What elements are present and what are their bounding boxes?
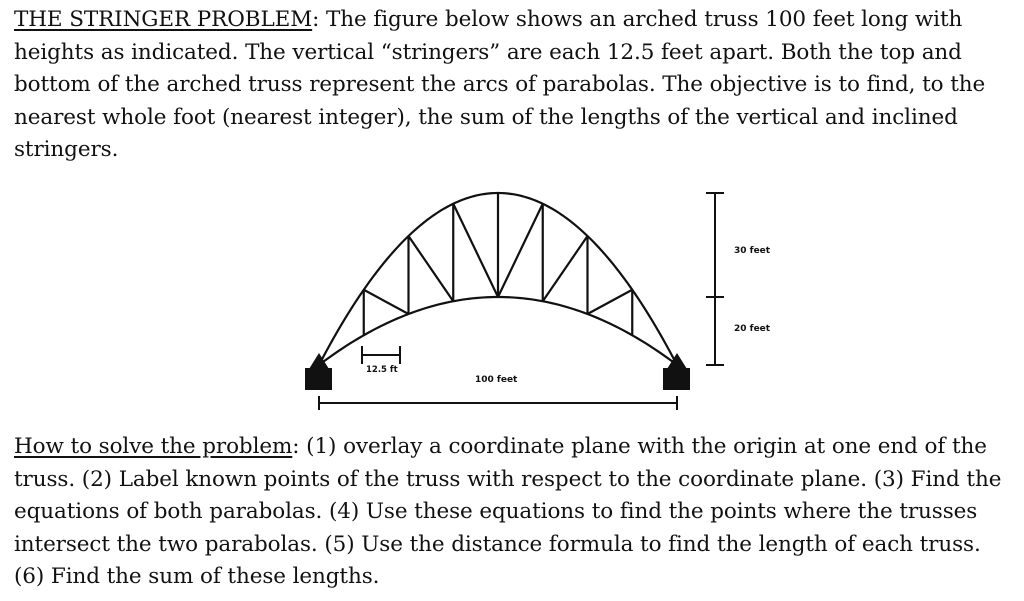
solution-text: (1) overlay a coordinate plane with the origin at one end of the truss. (2) Label known points of the truss with respect to the coordinate plane. (3) Find the equations of both parabolas. (4) Use these equations to find the points where the trusses intersect the two parabolas. (5) Use the distance formula to find the length of each truss. (6) Find the sum of these lengths.	[14, 434, 1002, 589]
inclined-stringer	[409, 236, 454, 301]
problem-text: The figure below shows an arched truss 100 feet long with heights as indicated. The vertical “stringers” are each 12.5 feet apart. Both the top and bottom of the arched truss represent the arcs of parabolas. The objective is to find, to the nearest whole foot (nearest integer), the sum of the lengths of the vertical and inclined stringers.	[14, 7, 986, 162]
inclined-stringer	[543, 236, 588, 301]
inclined-stringer	[588, 290, 633, 314]
problem-heading: THE STRINGER PROBLEM	[14, 7, 313, 32]
label-30-feet: 30 feet	[734, 246, 771, 256]
label-100-feet: 100 feet	[475, 375, 518, 385]
problem-heading-colon: :	[312, 7, 320, 32]
solution-heading-colon: :	[292, 434, 300, 459]
label-12-5-ft: 12.5 ft	[366, 365, 398, 375]
solution-heading: How to solve the problem	[14, 434, 293, 459]
height-dimension	[706, 193, 724, 365]
spacing-dimension	[362, 346, 400, 364]
span-dimension	[319, 396, 677, 410]
inclined-stringer	[453, 204, 498, 297]
inclined-stringer	[364, 290, 409, 314]
label-20-feet: 20 feet	[734, 324, 771, 334]
solution-steps	[14, 431, 1014, 594]
arched-truss	[319, 193, 677, 365]
inclined-stringer	[498, 204, 543, 297]
